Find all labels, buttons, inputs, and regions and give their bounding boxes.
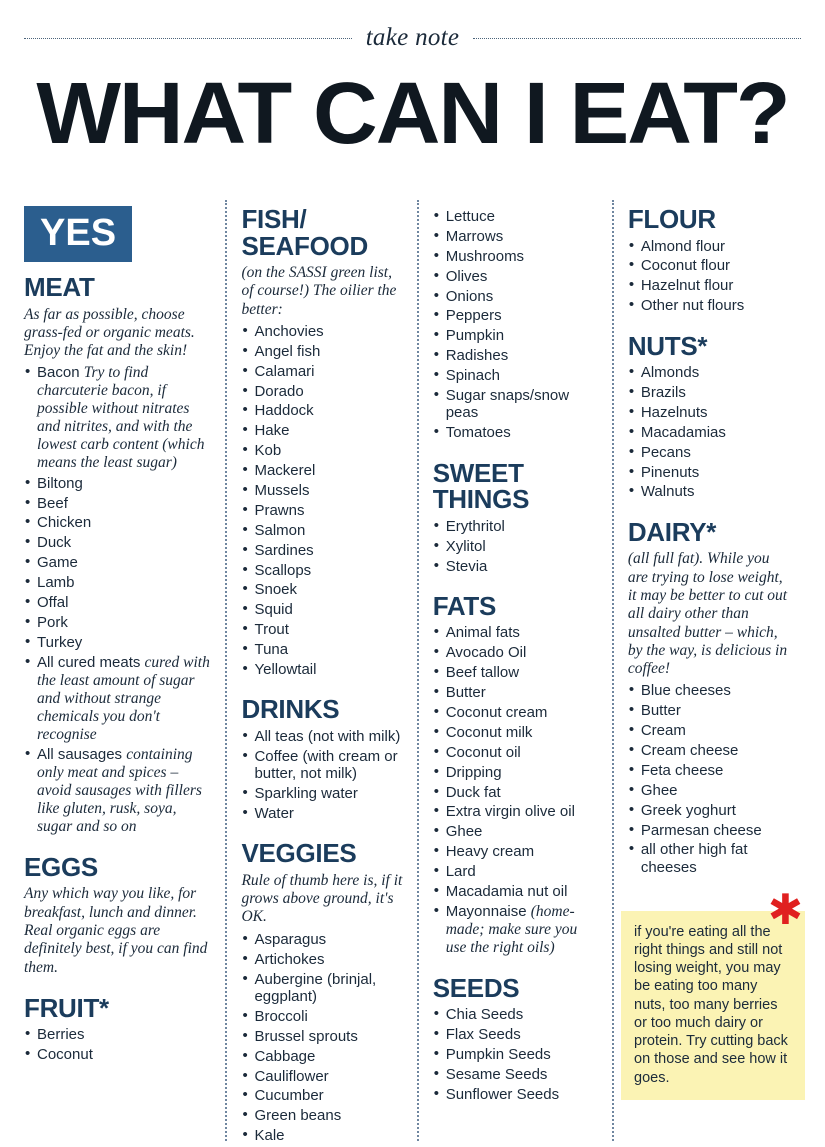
list-item bbox=[628, 841, 791, 876]
item-label: Coconut cream bbox=[445, 704, 548, 721]
list-item bbox=[241, 462, 402, 479]
item-label: Extra virgin olive oil bbox=[445, 803, 575, 821]
item-label: Pumpkin bbox=[445, 327, 505, 345]
item-label: Trout bbox=[254, 621, 289, 639]
list-item bbox=[241, 482, 402, 499]
item-label: Scallops bbox=[254, 561, 312, 579]
item-note: (home-made; make sure you use the right oils) bbox=[445, 902, 578, 956]
list-item bbox=[24, 495, 211, 512]
eyebrow-row bbox=[20, 24, 805, 52]
item-label: Water bbox=[254, 805, 294, 823]
list-item bbox=[24, 746, 211, 836]
list-item bbox=[241, 402, 402, 419]
item-label: Sunflower Seeds bbox=[445, 1085, 560, 1103]
list-item bbox=[241, 805, 402, 822]
list-item bbox=[433, 208, 598, 225]
list-item bbox=[241, 1087, 402, 1104]
list-item bbox=[628, 277, 791, 294]
item-label: Pumpkin Seeds bbox=[445, 1046, 551, 1064]
item-label: Cucumber bbox=[254, 1087, 324, 1105]
item-label: Feta cheese bbox=[640, 761, 724, 779]
column-3 bbox=[417, 206, 612, 1147]
section-note-eggs: Any which way you like, for breakfast, lunch and dinner. Real organic eggs are definitely best, if you can find them. bbox=[24, 885, 208, 976]
item-label: Cream bbox=[640, 722, 686, 740]
section-heading-flour: FLOUR bbox=[627, 204, 716, 235]
item-label: Duck bbox=[37, 534, 72, 552]
list-item bbox=[24, 634, 211, 651]
list-item bbox=[241, 601, 402, 618]
yes-badge: YES bbox=[24, 206, 132, 262]
item-label: Green beans bbox=[254, 1107, 342, 1125]
item-label: all other high fat cheeses bbox=[640, 841, 748, 876]
item-label: Parmesan cheese bbox=[640, 821, 762, 839]
section-heading-fats: FATS bbox=[432, 590, 497, 621]
item-label: Lettuce bbox=[445, 208, 495, 226]
item-label: Cream cheese bbox=[640, 742, 739, 760]
section-heading-fruit: FRUIT* bbox=[24, 992, 109, 1023]
item-label: Tuna bbox=[254, 641, 289, 659]
item-label: Cauliflower bbox=[254, 1067, 329, 1085]
list-item bbox=[433, 1086, 598, 1103]
item-label: Blue cheeses bbox=[640, 682, 731, 700]
list-item bbox=[24, 534, 211, 551]
list-item bbox=[433, 387, 598, 422]
item-label: Mussels bbox=[254, 482, 310, 500]
item-label: Beef bbox=[37, 494, 68, 512]
list-fats bbox=[433, 624, 598, 956]
list-nuts bbox=[628, 364, 791, 501]
divider-right bbox=[473, 38, 801, 39]
item-label: Mayonnaise bbox=[445, 902, 531, 920]
footnote-box bbox=[621, 884, 805, 1100]
list-item bbox=[433, 644, 598, 661]
list-item bbox=[433, 724, 598, 741]
list-item bbox=[24, 364, 211, 472]
list-item bbox=[24, 514, 211, 531]
list-item bbox=[433, 307, 598, 324]
list-item bbox=[433, 518, 598, 535]
eyebrow-label: take note bbox=[365, 24, 460, 51]
item-label: Other nut flours bbox=[640, 297, 745, 315]
item-note: containing only meat and spices – avoid sausages with fillers like gluten, rusk, soya, sugar and so on bbox=[37, 746, 202, 835]
item-label: Duck fat bbox=[445, 783, 501, 801]
list-item bbox=[241, 1048, 402, 1065]
list-item bbox=[628, 782, 791, 799]
item-label: Butter bbox=[445, 684, 486, 702]
list-item bbox=[433, 347, 598, 364]
list-item bbox=[433, 704, 598, 721]
list-seeds bbox=[433, 1006, 598, 1103]
list-item bbox=[433, 288, 598, 305]
list-item bbox=[628, 722, 791, 739]
list-item bbox=[241, 522, 402, 539]
section-heading-seeds: SEEDS bbox=[432, 972, 520, 1003]
item-label: All cured meats bbox=[37, 653, 145, 671]
item-label: Sparkling water bbox=[254, 785, 358, 803]
item-label: Mackerel bbox=[254, 462, 316, 480]
list-item bbox=[241, 422, 402, 439]
item-label: Coconut flour bbox=[640, 257, 731, 275]
item-label: Turkey bbox=[37, 633, 83, 651]
list-item bbox=[628, 762, 791, 779]
item-label: Prawns bbox=[254, 501, 305, 519]
list-item bbox=[241, 931, 402, 948]
column-1 bbox=[24, 206, 225, 1147]
list-item bbox=[433, 1066, 598, 1083]
list-item bbox=[433, 424, 598, 441]
list-item bbox=[433, 1026, 598, 1043]
item-label: Cabbage bbox=[254, 1047, 316, 1065]
item-label: Yellowtail bbox=[254, 661, 317, 679]
list-item bbox=[433, 823, 598, 840]
list-item bbox=[241, 323, 402, 340]
list-item bbox=[433, 903, 598, 957]
list-item bbox=[24, 1046, 211, 1063]
list-item bbox=[24, 614, 211, 631]
list-item bbox=[241, 562, 402, 579]
list-item bbox=[433, 863, 598, 880]
item-label: Artichokes bbox=[254, 950, 325, 968]
item-label: Calamari bbox=[254, 362, 315, 380]
item-label: Mushrooms bbox=[445, 247, 525, 265]
list-item bbox=[24, 1026, 211, 1043]
list-item bbox=[628, 257, 791, 274]
item-label: Snoek bbox=[254, 581, 298, 599]
item-label: Radishes bbox=[445, 347, 509, 365]
list-item bbox=[433, 538, 598, 555]
item-label: Offal bbox=[37, 594, 69, 612]
section-heading-nuts: NUTS* bbox=[627, 330, 708, 361]
list-item bbox=[241, 581, 402, 598]
list-item bbox=[241, 502, 402, 519]
list-item bbox=[433, 1046, 598, 1063]
list-item bbox=[628, 483, 791, 500]
section-note-fish-seafood: (on the SASSI green list, of course!) The oilier the better: bbox=[241, 264, 397, 318]
item-label: Broccoli bbox=[254, 1007, 308, 1025]
list-item bbox=[628, 444, 791, 461]
section-heading-eggs: EGGS bbox=[24, 851, 98, 882]
item-label: Spinach bbox=[445, 367, 500, 385]
list-item bbox=[433, 558, 598, 575]
list-item bbox=[241, 1068, 402, 1085]
item-label: Chicken bbox=[37, 514, 92, 532]
item-label: Squid bbox=[254, 601, 293, 619]
list-item bbox=[241, 1028, 402, 1045]
list-item bbox=[433, 268, 598, 285]
list-item bbox=[628, 364, 791, 381]
item-label: Hazelnut flour bbox=[640, 277, 734, 295]
list-item bbox=[433, 327, 598, 344]
list-item bbox=[628, 424, 791, 441]
item-label: All sausages bbox=[37, 746, 127, 764]
section-heading-veggies: VEGGIES bbox=[241, 838, 357, 869]
item-label: Dorado bbox=[254, 382, 304, 400]
item-label: Ghee bbox=[445, 823, 483, 841]
list-item bbox=[433, 248, 598, 265]
item-label: Ghee bbox=[640, 781, 678, 799]
list-drinks bbox=[241, 728, 402, 822]
item-label: Erythritol bbox=[445, 517, 505, 535]
list-veggies-continued bbox=[433, 208, 598, 442]
list-item bbox=[241, 383, 402, 400]
item-label: Pork bbox=[37, 613, 68, 631]
section-note-dairy: (all full fat). While you are trying to lose weight, it may be better to cut out all dairy other than unsalted butter – which, by the way, is delicious in coffee! bbox=[627, 550, 788, 678]
list-item bbox=[241, 363, 402, 380]
item-label: Hazelnuts bbox=[640, 403, 708, 421]
item-label: Brussel sprouts bbox=[254, 1027, 358, 1045]
item-label: Angel fish bbox=[254, 342, 321, 360]
list-item bbox=[628, 464, 791, 481]
footnote-text: if you're eating all the right things and still not losing weight, you may be eating too many nuts, too many berries or too much dairy or protein. Try cutting back on those and see how it goes. bbox=[634, 923, 788, 1086]
item-label: Coconut milk bbox=[445, 723, 533, 741]
item-label: Haddock bbox=[254, 402, 314, 420]
list-item bbox=[433, 1006, 598, 1023]
item-label: Biltong bbox=[37, 474, 83, 492]
list-item bbox=[433, 367, 598, 384]
item-label: Berries bbox=[37, 1026, 85, 1044]
page-title: WHAT CAN I EAT? bbox=[36, 65, 789, 162]
item-label: Chia Seeds bbox=[445, 1006, 524, 1024]
item-label: Sugar snaps/snow peas bbox=[445, 387, 570, 422]
item-label: Coffee (with cream or butter, not milk) bbox=[254, 747, 398, 783]
item-label: Flax Seeds bbox=[445, 1026, 521, 1044]
list-item bbox=[433, 228, 598, 245]
list-item bbox=[241, 1008, 402, 1025]
item-label: Animal fats bbox=[445, 624, 520, 642]
asterisk-icon: ✱ bbox=[767, 884, 803, 934]
list-item bbox=[241, 785, 402, 802]
item-label: Aubergine (brinjal, eggplant) bbox=[254, 970, 377, 1005]
list-item bbox=[433, 843, 598, 860]
list-item bbox=[628, 238, 791, 255]
item-label: Pinenuts bbox=[640, 463, 700, 481]
list-item bbox=[628, 297, 791, 314]
item-label: Pecans bbox=[640, 443, 691, 461]
list-item bbox=[241, 343, 402, 360]
list-item bbox=[241, 442, 402, 459]
list-sweet-things bbox=[433, 518, 598, 575]
list-item bbox=[433, 744, 598, 761]
item-label: Lamb bbox=[37, 574, 75, 592]
list-item bbox=[628, 702, 791, 719]
item-label: Stevia bbox=[445, 557, 488, 575]
list-item bbox=[433, 883, 598, 900]
list-fish-seafood bbox=[241, 323, 402, 679]
list-item bbox=[433, 684, 598, 701]
list-flour bbox=[628, 238, 791, 315]
list-item bbox=[433, 624, 598, 641]
item-label: Marrows bbox=[445, 227, 504, 245]
item-label: Heavy cream bbox=[445, 843, 535, 861]
item-label: Peppers bbox=[445, 307, 502, 325]
list-item bbox=[628, 384, 791, 401]
section-note-veggies: Rule of thumb here is, if it grows above ground, it's OK. bbox=[241, 871, 403, 926]
item-label: Anchovies bbox=[254, 322, 324, 340]
divider-left bbox=[24, 38, 352, 39]
list-fruit bbox=[24, 1026, 211, 1063]
item-label: Asparagus bbox=[254, 930, 327, 948]
list-item bbox=[241, 971, 402, 1006]
item-label: Walnuts bbox=[640, 483, 695, 501]
item-label: Olives bbox=[445, 267, 488, 285]
list-item bbox=[24, 594, 211, 611]
section-heading-sweet-things: SWEET THINGS bbox=[432, 457, 530, 515]
item-label: Beef tallow bbox=[445, 664, 520, 682]
list-item bbox=[241, 641, 402, 658]
section-heading-dairy: DAIRY* bbox=[627, 516, 717, 547]
list-item bbox=[241, 748, 402, 783]
item-label: Game bbox=[37, 554, 78, 572]
list-item bbox=[628, 822, 791, 839]
column-2 bbox=[225, 206, 416, 1147]
item-label: Coconut oil bbox=[445, 743, 521, 761]
section-heading-fish-seafood: FISH/ SEAFOOD bbox=[241, 204, 368, 261]
item-label: Kob bbox=[254, 442, 282, 460]
item-label: Dripping bbox=[445, 763, 502, 781]
item-label: Xylitol bbox=[445, 537, 486, 555]
list-item bbox=[628, 682, 791, 699]
list-item bbox=[433, 784, 598, 801]
section-note-meat: As far as possible, choose grass-fed or organic meats. Enjoy the fat and the skin! bbox=[24, 305, 195, 360]
section-heading-meat: MEAT bbox=[24, 272, 95, 303]
item-label: Almonds bbox=[640, 364, 700, 382]
list-item bbox=[241, 542, 402, 559]
list-dairy bbox=[628, 682, 791, 876]
list-item bbox=[628, 742, 791, 759]
item-label: Salmon bbox=[254, 521, 306, 539]
list-item bbox=[241, 1127, 402, 1144]
list-veggies bbox=[241, 931, 402, 1145]
list-item bbox=[241, 621, 402, 638]
item-label: Tomatoes bbox=[445, 424, 511, 442]
list-item bbox=[433, 664, 598, 681]
item-label: Macadamia nut oil bbox=[445, 883, 568, 901]
item-note: Try to find charcuterie bacon, if possible without nitrates and nitrites, and with the lowest carb content (which means the least sugar) bbox=[37, 364, 205, 472]
list-item bbox=[433, 764, 598, 781]
list-item bbox=[24, 475, 211, 492]
list-item bbox=[628, 802, 791, 819]
item-label: Lard bbox=[445, 863, 476, 881]
list-item bbox=[241, 951, 402, 968]
item-label: Brazils bbox=[640, 384, 686, 402]
list-item bbox=[241, 728, 402, 745]
item-label: Greek yoghurt bbox=[640, 801, 736, 819]
list-item bbox=[241, 661, 402, 678]
item-label: Almond flour bbox=[640, 237, 726, 255]
item-label: Onions bbox=[445, 287, 494, 305]
list-item bbox=[24, 554, 211, 571]
list-item bbox=[433, 803, 598, 820]
item-label: Sesame Seeds bbox=[445, 1066, 548, 1083]
list-item bbox=[628, 404, 791, 421]
list-item bbox=[24, 654, 211, 744]
item-label: Coconut bbox=[37, 1046, 93, 1064]
list-meat bbox=[24, 364, 211, 836]
item-note: cured with the least amount of sugar and without strange chemicals you don't recognise bbox=[37, 653, 210, 743]
item-label: Avocado Oil bbox=[445, 644, 527, 662]
item-label: Bacon bbox=[37, 364, 84, 382]
item-label: Butter bbox=[640, 702, 681, 720]
list-item bbox=[24, 574, 211, 591]
item-label: Kale bbox=[254, 1127, 285, 1145]
item-label: Macadamias bbox=[640, 423, 726, 441]
item-label: Sardines bbox=[254, 541, 314, 559]
item-label: All teas (not with milk) bbox=[254, 727, 401, 745]
section-heading-drinks: DRINKS bbox=[241, 694, 340, 725]
item-label: Hake bbox=[254, 422, 290, 440]
